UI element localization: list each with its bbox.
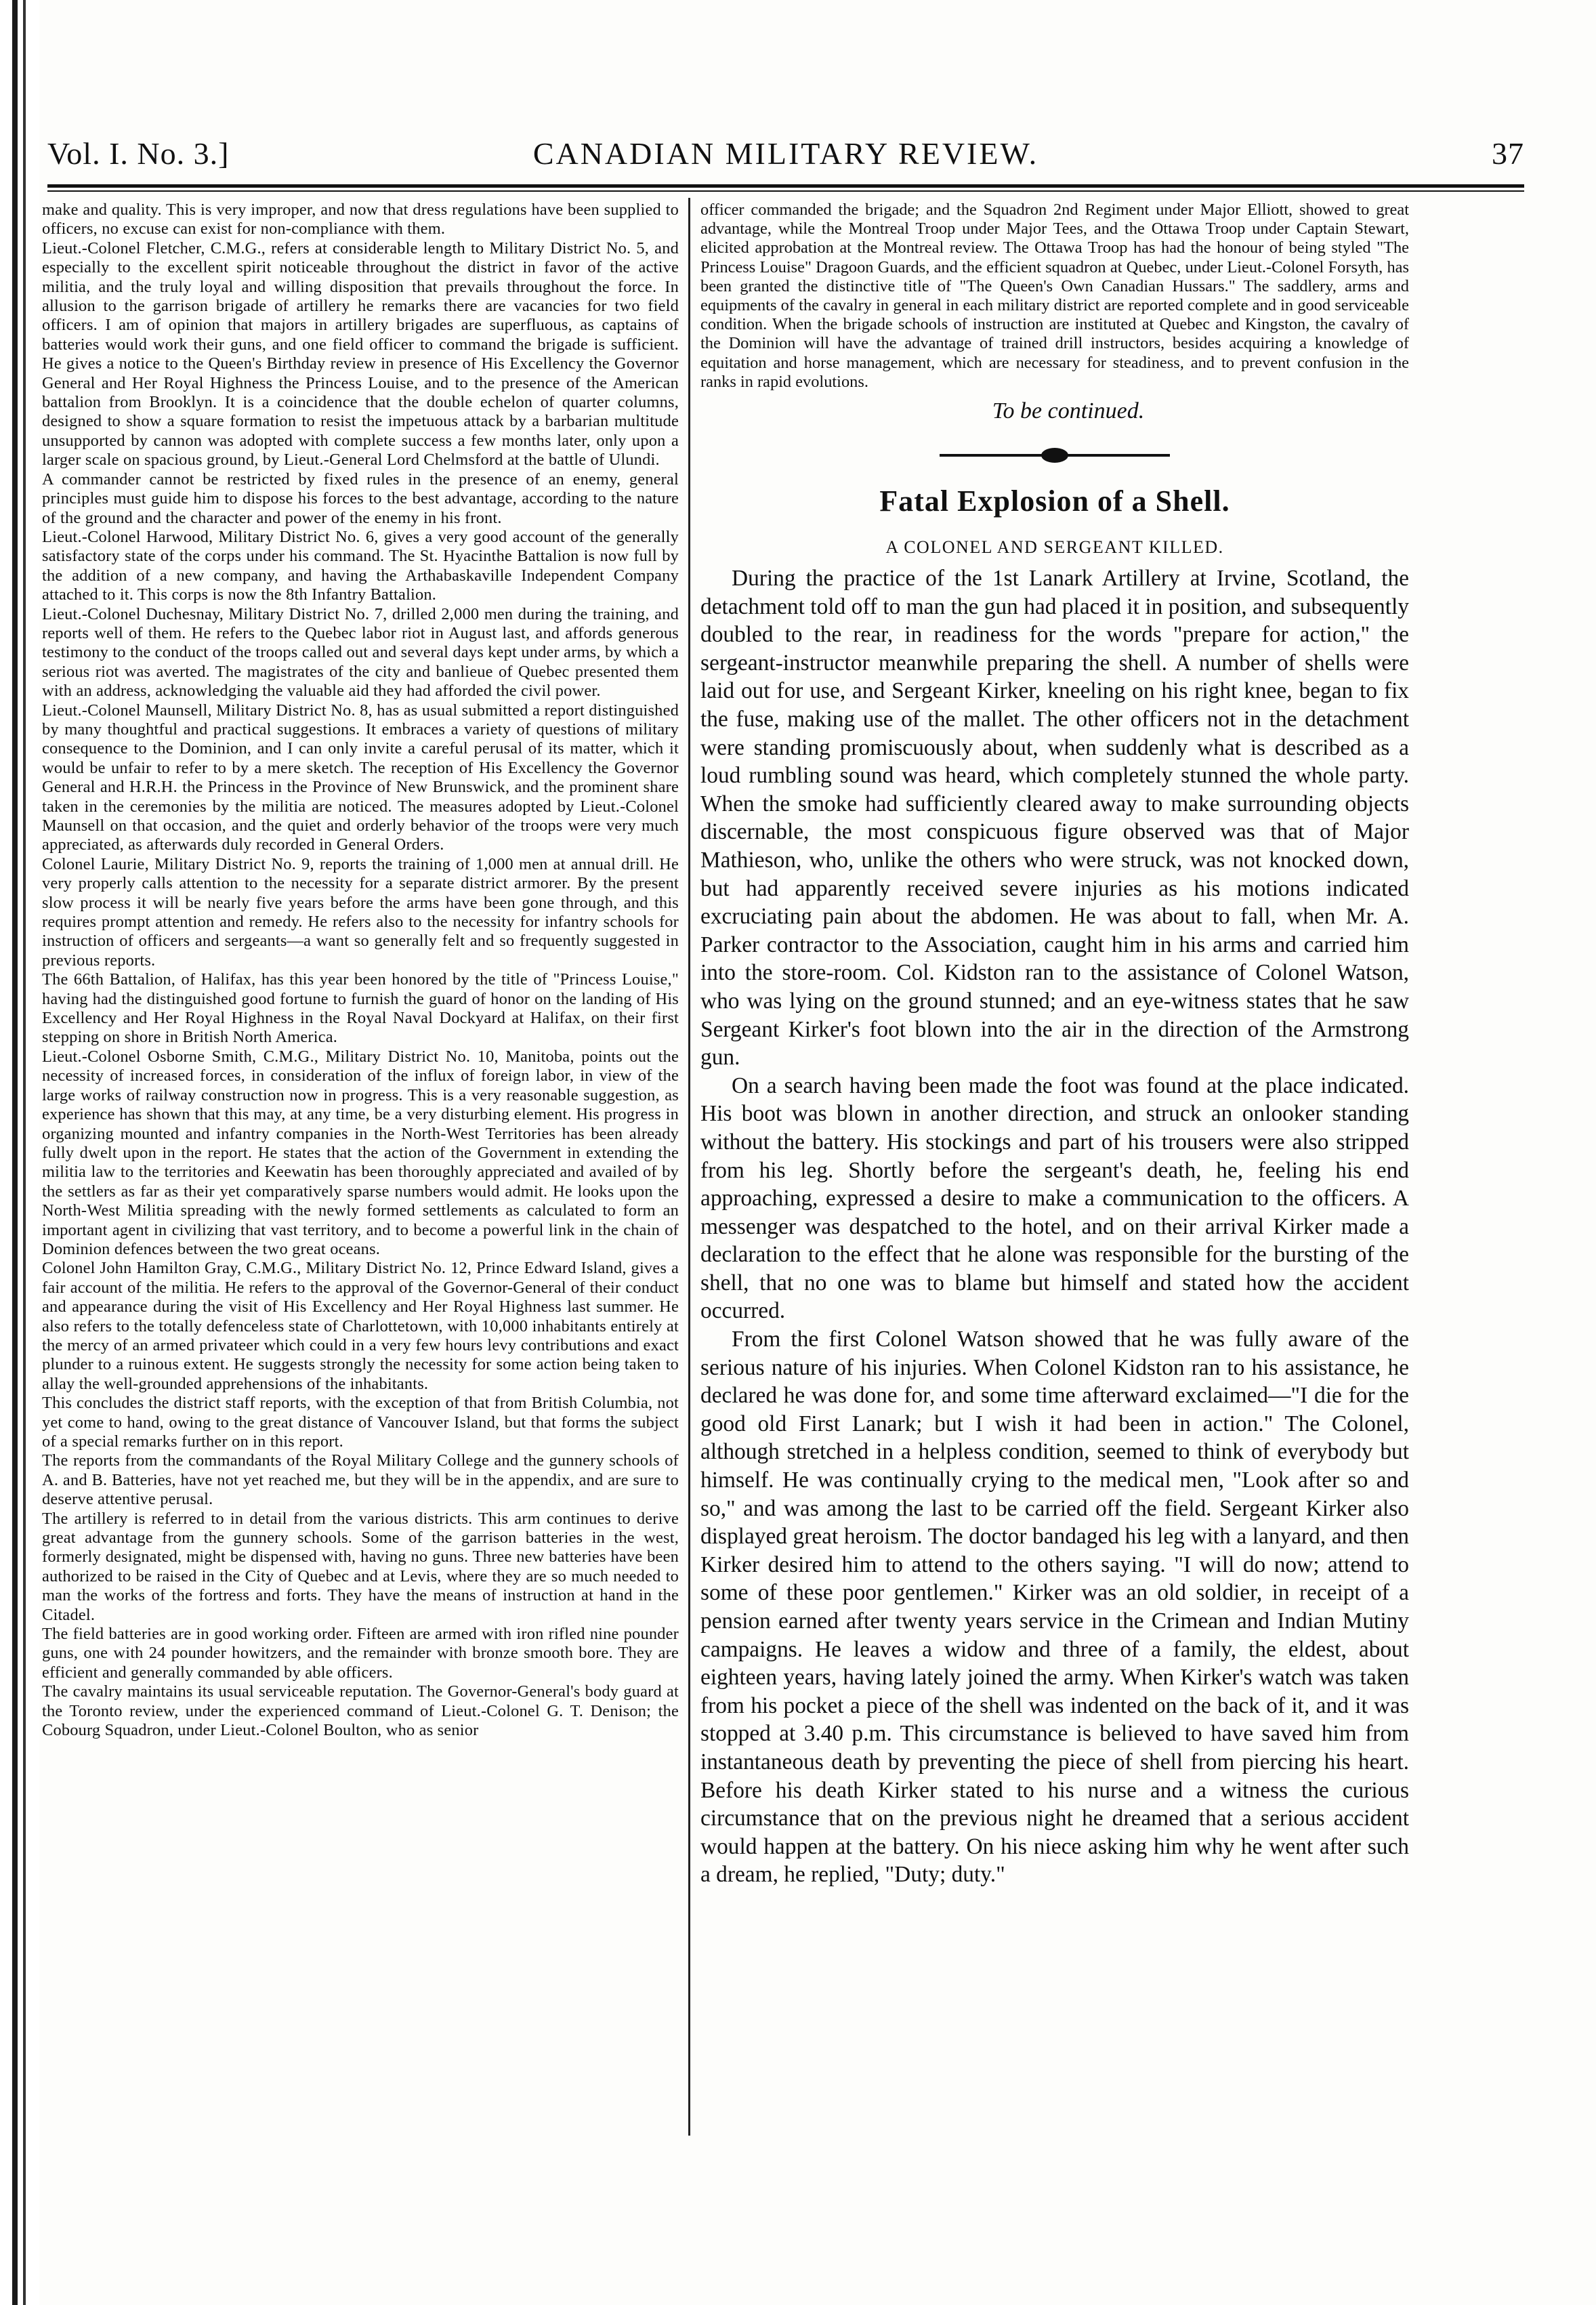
column-separator bbox=[688, 198, 690, 2136]
article-paragraph: On a search having been made the foot was found at the place indicated. His boot was blown in another direction, and struck an onlooker standing without the battery. His stockings and part of his trousers were also stripped from his leg. Shortly before the sergeant's death, he, feeling his end approaching, expressed a desire to make a communication to the officers. A messenger was despatched to the hotel, and on their arrival Kirker made a declaration to the effect that he alone was responsible for the bursting of the shell, that no one was to blame but himself and stated how the accident occurred. bbox=[700, 1073, 1409, 1324]
left-paragraph: The cavalry maintains its usual serviceable reputation. The Governor-General's body guard at the Toronto review, under the experienced command of Lieut.-Colonel G. T. Denison; the Cobourg Squadron, under Lieut.-Colonel Boulton, who as senior bbox=[42, 1682, 679, 1740]
left-paragraph: A commander cannot be restricted by fixed rules in the presence of an enemy, general principles must guide him to dispose his forces to the best advantage, according to the nature of the ground and the character and power of the enemy in his front. bbox=[42, 470, 679, 527]
left-paragraph: Colonel Laurie, Military District No. 9, reports the training of 1,000 men at annual drill. He very properly calls attention to the necessity for a separate district armorer. By the present slow process it will be nearly five years before the arms have been gone through, and this requires prompt attention and remedy. He refers also to the necessity for infantry schools for instruction of officers and sergeants—a want so generally felt and so frequently suggested in previous reports. bbox=[42, 854, 679, 970]
article-title: Fatal Explosion of a Shell. bbox=[879, 484, 1230, 518]
article-paragraph: From the first Colonel Watson showed that he was fully aware of the serious nature of his injuries. When Colonel Kidston ran to his assistance, he declared he was done for, and some time afterward exclaimed—"I die for the good old First Lanark; but I wish it had been in action." The Colonel, although stretched in a helpless condition, seemed to think of everybody but himself. He was continually crying to the medical men, "Look after so and so," and was among the last to be carried off the field. Sergeant Kirker also displayed great heroism. The doctor bandaged his leg with a lanyard, and then Kirker desired him to attend to the others saying. "I will do now; attend to some of these poor gentlemen." Kirker was an old soldier, in receipt of a pension earned after twenty years service in the Crimean and Indian Mutiny campaigns. He leaves a widow and three of a family, the eldest, about eighteen years, having lately joined the army. When Kirker's watch was taken from his pocket a piece of the shell was indented on the back of it, and it was stopped at 3.40 p.m. This circumstance is believed to have saved him from instantaneous death by preventing the piece of shell from piercing his heart. Before his death Kirker stated to his nurse and a witness the curious circumstance that on the previous night he dreamed that a serious accident would happen at the battery. On his niece asking him why he went after such a dream, he replied, "Duty; duty." bbox=[700, 1327, 1409, 1888]
left-paragraph: Lieut.-Colonel Harwood, Military District No. 6, gives a very good account of the generally satisfactory state of the corps under his command. The St. Hyacinthe Battalion is now full by the addition of a new company, and having the Arthabaskaville Independent Company attached to it. This corps is now the 8th Infantry Battalion. bbox=[42, 527, 679, 604]
left-paragraph: The field batteries are in good working order. Fifteen are armed with iron rifled nine pounder guns, one with 24 pounder howitzers, and the remainder with bronze smooth bore. They are efficient and generally commanded by able officers. bbox=[42, 1625, 679, 1682]
left-paragraph: Lieut.-Colonel Fletcher, C.M.G., refers at considerable length to Military District No. 5, and especially to the excellent spirit noticeable throughout the district in favor of the active militia, and the truly loyal and willing disposition that prevails throughout the force. In allusion to the garrison brigade of artillery he remarks there are vacancies for two field officers. I am of opinion that majors in artillery brigades are superfluous, as captains of batteries would work their guns, and one field officer to command the brigade is sufficient. He gives a notice to the Queen's Birthday review in presence of His Excellency the Governor General and Her Royal Highness the Princess Louise, and to the presence of the American battalion from Brooklyn. It is a coincidence that the double echelon of quarter columns, designed to show a square formation to resist the impetuous attack by a barbarian multitude unsupported by cannon was adopted with complete success a few months later, only upon a larger scale on spacious ground, by Lieut.-General Lord Chelmsford at the battle of Ulundi. bbox=[42, 238, 679, 470]
right-column bbox=[700, 201, 1409, 2138]
left-column bbox=[42, 201, 679, 2138]
to-be-continued: To be continued. bbox=[992, 398, 1145, 424]
volume-number: Vol. I. No. 3.] bbox=[47, 136, 230, 171]
article-subtitle: A COLONEL AND SERGEANT KILLED. bbox=[885, 537, 1224, 558]
header-rule-thick bbox=[47, 184, 1524, 188]
page-number: 37 bbox=[1492, 136, 1524, 171]
left-paragraph: Colonel John Hamilton Gray, C.M.G., Military District No. 12, Prince Edward Island, gives a fair account of the militia. He refers to the approval of the Governor-General of their conduct and appearance during the visit of His Excellency and Her Royal Highness last summer. He also refers to the totally defenceless state of Charlottetown, with 10,000 inhabitants entirely at the mercy of an armed privateer which could in a very few hours levy contributions and exact plunder to a ruinous extent. He suggests strongly the necessity for some action being taken to allay the well-grounded apprehensions of the inhabitants. bbox=[42, 1259, 679, 1393]
section-ornament bbox=[940, 454, 1170, 457]
left-paragraph: The 66th Battalion, of Halifax, has this year been honored by the title of "Princess Louise," having had the distinguished good fortune to furnish the guard of honor on the landing of His Excellency and Her Royal Highness in the Royal Naval Dockyard at Halifax, on their first stepping on shore in British North America. bbox=[42, 970, 679, 1047]
left-paragraph: This concludes the district staff reports, with the exception of that from British Columbia, not yet come to hand, owing to the great distance of Vancouver Island, but that forms the subject of a special remarks further on in this report. bbox=[42, 1394, 679, 1451]
page-binding-edge bbox=[0, 0, 39, 2305]
article-paragraph: During the practice of the 1st Lanark Artillery at Irvine, Scotland, the detachment told off to man the gun had placed it in position, and subsequently doubled to the rear, in readiness for the words "prepare for action," the sergeant-instructor meanwhile preparing the shell. A number of shells were laid out for use, and Sergeant Kirker, kneeling on his right knee, began to fix the fuse, making use of the mallet. The other officers not in the detachment were standing promiscuously about, when suddenly what is described as a loud rumbling sound was heard, which completely stunned the whole party. When the smoke had sufficiently cleared away to make surrounding objects discernable, the most conspicuous figure observed was that of Major Mathieson, who, unlike the others who were struck, was not knocked down, but had apparently received severe injuries as his motions indicated excruciating pain about the abdomen. He was about to fall, when Mr. A. Parker contractor to the Association, caught him in his arms and carried him into the store-room. Col. Kidston ran to the assistance of Colonel Watson, who was lying on the ground stunned; and an eye-witness states that he saw Sergeant Kirker's foot blown into the air in the direction of the Armstrong gun. bbox=[700, 566, 1409, 1071]
ornament-center bbox=[1041, 448, 1068, 463]
left-paragraph: The artillery is referred to in detail from the various districts. This arm continues to derive great advantage from the gunnery schools. Some of the garrison batteries in the west, formerly designated, might be dispensed with, having no guns. Three new batteries have been authorized to be raised in the City of Quebec and at Levis, where they are so much needed to man the works of the fortress and forts. They have the means of instruction at hand in the Citadel. bbox=[42, 1509, 679, 1624]
left-paragraph: The reports from the commandants of the Royal Military College and the gunnery schools of A. and B. Batteries, have not yet reached me, but they will be in the appendix, and are sure to deserve attentive perusal. bbox=[42, 1451, 679, 1509]
journal-title: CANADIAN MILITARY REVIEW. bbox=[532, 136, 1039, 171]
page-header bbox=[47, 129, 1524, 183]
left-paragraph: make and quality. This is very improper, and now that dress regulations have been supplied to officers, no excuse can exist for non-compliance with them. bbox=[42, 201, 679, 238]
continued-paragraph: officer commanded the brigade; and the Squadron 2nd Regiment under Major Elliott, showed to great advantage, while the Montreal Troop under Major Tees, and the Ottawa Troop under Captain Stewart, elicited approbation at the Montreal review. The Ottawa Troop has had the honour of being styled "The Princess Louise" Dragoon Guards, and the efficient squadron at Quebec, under Lieut.-Colonel Forsyth, has been granted the distinctive title of "The Queen's Own Canadian Hussars." The saddlery, arms and equipments of the cavalry in general in each military district are reported complete and in good serviceable condition. When the brigade schools of instruction are instituted at Quebec and Kingston, the cavalry of the Dominion will have the advantage of trained drill instructors, besides acquiring a knowledge of equitation and horse management, which are necessary for steadiness, and to prevent confusion in the ranks in rapid evolutions. bbox=[700, 201, 1409, 391]
left-paragraph: Lieut.-Colonel Duchesnay, Military District No. 7, drilled 2,000 men during the training, and reports well of them. He refers to the Quebec labor riot in August last, and affords generous testimony to the conduct of the troops called out and several days kept under arms, by which a serious riot was averted. The magistrates of the city and banlieue of Quebec presented them with an address, acknowledging the valuable aid they had afforded the civil power. bbox=[42, 604, 679, 701]
header-rule-thin bbox=[47, 190, 1524, 192]
left-paragraph: Lieut.-Colonel Osborne Smith, C.M.G., Military District No. 10, Manitoba, points out the necessity of increased forces, in consideration of the influx of foreign labor, in view of the large works of railway construction now in progress. This is a very reasonable suggestion, as experience has shown that this may, at any time, be a very disturbing element. His progress in organizing mounted and infantry companies in the North-West Territories has been already fully dwelt upon in the report. He states that the action of the Government in extending the militia law to the territories and Keewatin has been thoroughly appreciated and availed of by the settlers as far as their yet comparatively sparse numbers would admit. He looks upon the North-West Militia spreading with the newly formed settlements as calculated to form an important agent in civilizing that vast territory, and to become a powerful link in the chain of Dominion defences between the two great oceans. bbox=[42, 1047, 679, 1258]
left-paragraph: Lieut.-Colonel Maunsell, Military District No. 8, has as usual submitted a report distinguished by many thoughtful and practical suggestions. It embraces a variety of questions of military consequence to the Dominion, and I can only invite a careful perusal of its matter, which it would be unfair to refer to by a mere sketch. The reception of His Excellency the Governor General and H.R.H. the Princess in the Province of New Brunswick, and the prominent share taken in the ceremonies by the militia are noticed. The measures adopted by Lieut.-Colonel Maunsell on that occasion, and the quiet and orderly behavior of the troops were very much appreciated, as afterwards duly recorded in General Orders. bbox=[42, 701, 679, 854]
article-body bbox=[700, 564, 1409, 1889]
